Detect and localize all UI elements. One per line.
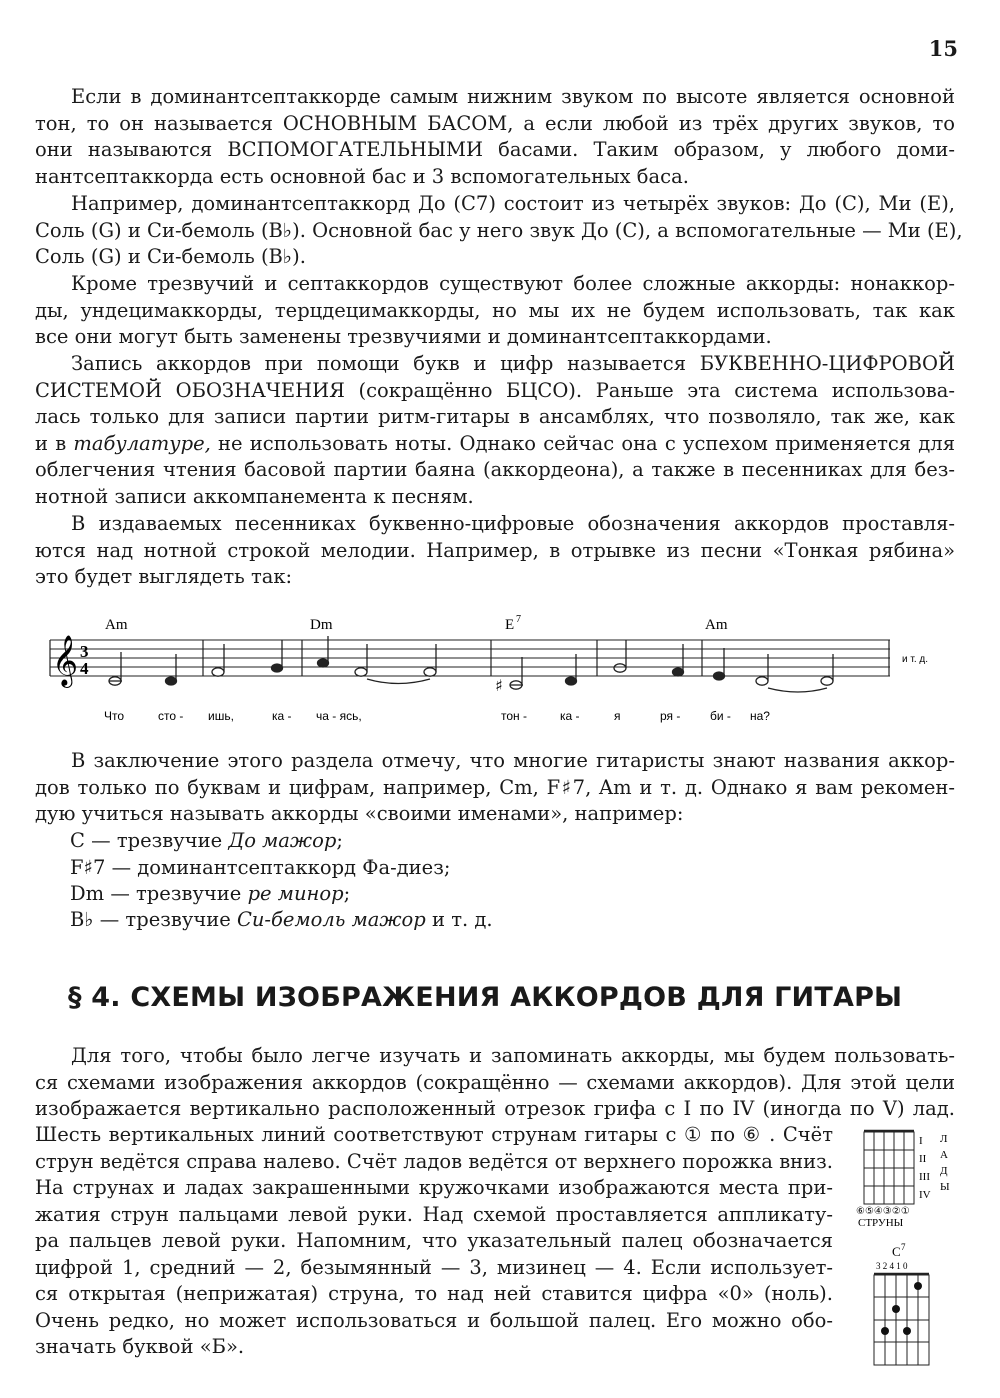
text-line <box>35 431 955 458</box>
finger-dot <box>881 1327 889 1335</box>
chord-symbol: Dm <box>310 617 333 633</box>
text-line: цифрой 1, средний — 2, безымянный — 3, мизинец — 4. Если использует- <box>35 1255 833 1279</box>
string-numbers: ⑥⑤④③②① <box>856 1206 910 1217</box>
lyric-syllable: на? <box>750 709 770 723</box>
text-fragment: F♯7 — доминантсептаккорд Фа-диез; <box>70 856 451 879</box>
emphasis-text: До мажор <box>228 829 337 852</box>
chord-name: C <box>892 1244 901 1259</box>
text-fragment: C — трезвучие <box>70 829 229 852</box>
text-line: В издаваемых песенниках буквенно-цифровые обозначения аккордов проставля- <box>71 512 955 535</box>
text-fragment: Dm — трезвучие <box>70 882 248 905</box>
text-line: тон, то он называется ОСНОВНЫМ БАСОМ, а если любой из трёх других звуков, то <box>35 111 955 135</box>
lyric-syllable: ишь, <box>208 709 234 723</box>
text-line: они называются ВСПОМОГАТЕЛЬНЫМИ басами. Таким образом, у любого доми- <box>35 138 955 161</box>
chord-name-superscript: 7 <box>901 1242 906 1252</box>
time-signature-bottom: 4 <box>80 659 89 678</box>
text-fragment: и в <box>35 431 67 455</box>
sharp-sign: ♯ <box>495 676 503 695</box>
fret-label: II <box>919 1153 927 1165</box>
paragraph-5 <box>35 511 955 591</box>
lyric-syllable: ка - <box>272 709 292 723</box>
paragraph-7 <box>35 1043 955 1123</box>
text-line: дую учиться называть аккорды «своими именами», например: <box>35 802 684 825</box>
text-line: СИСТЕМОЙ ОБОЗНАЧЕНИЯ (сокращённо БЦСО). Раньше эта система использова- <box>35 378 955 402</box>
treble-clef: 𝄞 <box>52 635 79 686</box>
frets-caption-letter: А <box>940 1149 948 1161</box>
text-line: Запись аккордов при помощи букв и цифр называется БУКВЕННО-ЦИФРОВОЙ <box>71 352 955 375</box>
text-line: ра пальцев левой руки. Напомним, что указательный палец обозначается <box>35 1229 833 1252</box>
strings-caption: СТРУНЫ <box>858 1217 904 1228</box>
frets-caption-letter: Ы <box>940 1181 950 1193</box>
page-number: 15 <box>928 36 958 61</box>
text-fragment: не использовать ноты. Однако сейчас она с успехом применяется для <box>218 431 955 455</box>
fret-label: III <box>919 1171 930 1183</box>
finger-dot <box>914 1282 922 1290</box>
text-line: ды, ундецимаккорды, терцдецимаккорды, но мы их не будем использовать, так как <box>35 298 955 322</box>
text-line: Соль (G) и Си-бемоль (B♭). <box>35 245 306 268</box>
paragraph-6 <box>35 748 955 828</box>
emphasis-text: ре минор <box>247 882 344 905</box>
text-line: дов только по буквам и цифрам, например, Cm, F♯7, Am и т. д. Однако я вам рекомен- <box>35 775 955 799</box>
finger-dot <box>892 1305 900 1313</box>
fret-label: IV <box>919 1189 931 1201</box>
text-line: значать буквой «Б». <box>35 1335 245 1358</box>
text-line: жатия струн пальцами левой руки. Над схемой проставляется аппликату- <box>35 1202 833 1226</box>
lyric-syllable: ря - <box>660 709 681 723</box>
paragraph-7-continued <box>35 1122 833 1361</box>
music-staff-example <box>40 612 960 732</box>
text-line: Например, доминантсептаккорд До (C7) состоит из четырёх звуков: До (C), Ми (E), <box>71 192 955 215</box>
finger-dot <box>903 1327 911 1335</box>
emphasis-text: Си-бемоль мажор <box>236 908 426 931</box>
text-line: это будет выглядеть так: <box>35 565 293 588</box>
text-line: Кроме трезвучий и септаккордов существуют более сложные аккорды: нонаккор- <box>71 272 955 295</box>
lyric-syllable: я <box>614 709 621 723</box>
text-fragment: B♭ — трезвучие <box>70 908 237 931</box>
text-line: ся схемами изображения аккордов (сокращённо — схемами аккордов). Для этой цели <box>35 1070 955 1094</box>
lyric-syllable: би - <box>710 709 731 723</box>
chord-symbol: Am <box>705 617 728 633</box>
fret-label: I <box>919 1135 923 1147</box>
lyric-syllable: Что <box>104 709 125 723</box>
chord-symbol: Am <box>105 617 128 633</box>
notes <box>109 636 833 692</box>
text-line: лась только для записи партии ритм-гитары в ансамблях, что позволяло, так же, как <box>35 405 955 428</box>
text-line: Если в доминантсептаккорде самым нижним звуком по высоте является основной <box>71 85 955 108</box>
paragraph-4 <box>35 351 955 510</box>
text-line: облегчения чтения басовой партии баяна (аккордеона), а также в песенниках для без- <box>35 458 955 481</box>
c7-chord-diagram <box>862 1242 942 1372</box>
text-line: все они могут быть заменены трезвучиями и доминантсептаккордами. <box>35 325 772 348</box>
chord-superscript: 7 <box>516 614 521 625</box>
lyric-syllable: ка - <box>560 709 580 723</box>
section-heading: § 4. СХЕМЫ ИЗОБРАЖЕНИЯ АККОРДОВ ДЛЯ ГИТАРЫ <box>68 982 903 1013</box>
text-fragment: и т. д. <box>425 908 493 931</box>
ending-mark: и т. д. <box>902 654 929 665</box>
text-line: Очень редко, но может использоваться и большой палец. Его можно обо- <box>35 1308 833 1332</box>
lyric-syllable: сто - <box>158 709 184 723</box>
text-line: нотной записи аккомпанемента к песням. <box>35 484 474 508</box>
text-line: На струнах и ладах закрашенными кружочками изображаются места при- <box>35 1176 833 1199</box>
time-signature-top: 3 <box>80 642 89 661</box>
text-line: изображается вертикально расположенный отрезок грифа с I по IV (иногда по V) лад. <box>35 1097 955 1120</box>
frets-caption-letter: Д <box>940 1165 948 1177</box>
text-line: ются над нотной строкой мелодии. Например, в отрывке из песни «Тонкая рябина» <box>35 538 955 562</box>
text-line: Шесть вертикальных линий соответствуют струнам гитары с ① по ⑥ . Счёт <box>35 1123 833 1146</box>
chord-list-item <box>70 855 450 881</box>
text-line: Соль (G) и Си-бемоль (B♭). Основной бас у него звук До (C), а вспомогательные — Ми (E), <box>35 218 963 242</box>
text-line: В заключение этого раздела отмечу, что многие гитаристы знают названия аккор- <box>71 749 955 772</box>
chord-list-item <box>70 907 493 933</box>
fretboard-diagram <box>852 1128 952 1228</box>
fingering-numbers: 3 2 4 1 0 <box>876 1261 908 1271</box>
chord-list-item <box>70 881 350 907</box>
paragraph-2 <box>35 191 963 271</box>
chord-symbol: E <box>505 617 515 633</box>
emphasis-text: табулатуре, <box>73 431 211 455</box>
text-line: нантсептаккорда есть основной бас и 3 вспомогательных баса. <box>35 164 689 188</box>
paragraph-1 <box>35 84 955 190</box>
text-line: Для того, чтобы было легче изучать и запоминать аккорды, мы будем пользовать- <box>71 1044 955 1067</box>
chord-list-item <box>70 828 343 854</box>
text-line: ся открытая (неприжатая) струна, то над ней ставится цифра «0» (ноль). <box>35 1282 833 1305</box>
lyric-syllable: тон - <box>501 709 527 723</box>
lyric-syllable: ча - ясь, <box>316 709 362 723</box>
text-line: струн ведётся справа налево. Счёт ладов ведётся от верхнего порожка вниз. <box>35 1149 833 1173</box>
text-fragment: ; <box>343 882 351 905</box>
frets-caption-letter: Л <box>940 1133 948 1145</box>
text-fragment: ; <box>336 829 343 852</box>
paragraph-3 <box>35 271 955 351</box>
